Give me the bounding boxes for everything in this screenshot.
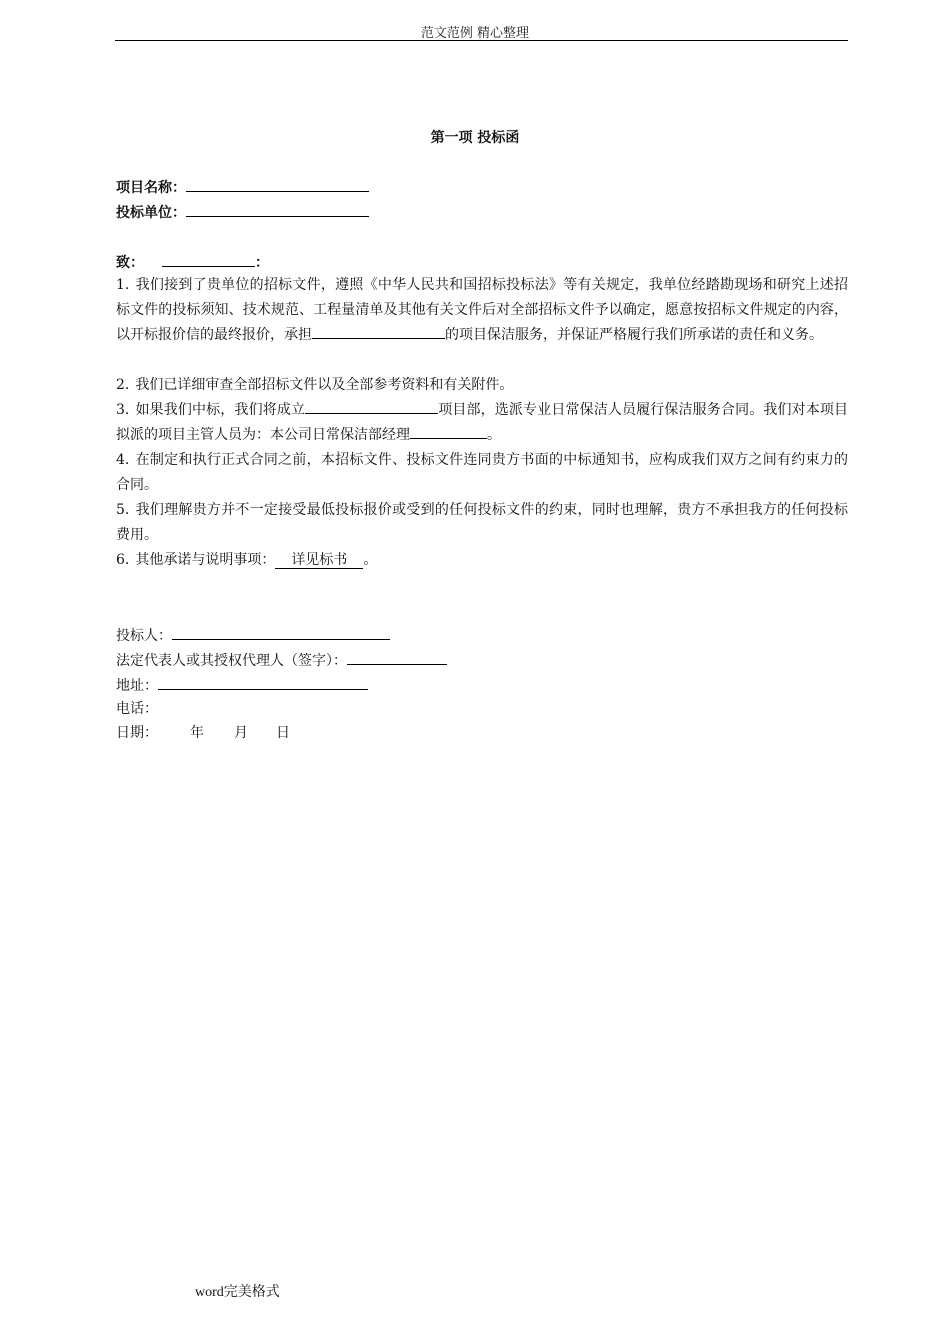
page-header: 范文范例 精心整理 [420, 26, 530, 41]
project-name-row [116, 177, 369, 197]
header-divider [115, 40, 848, 41]
bidder-unit-row [116, 202, 369, 222]
manager-name-blank[interactable] [410, 424, 487, 439]
clause-5-number: 5. [116, 502, 130, 518]
salutation-row [116, 252, 269, 272]
bidder-unit-blank[interactable] [186, 202, 369, 217]
project-name-blank[interactable] [186, 177, 369, 192]
recipient-blank[interactable] [162, 252, 255, 267]
clause-4 [116, 448, 848, 498]
phone-row [116, 700, 158, 718]
clause-1-text-a: 我们接到了贵单位的招标文件，遵照《中华人民共和国招标投标法》等有关规定，我单位经踏勘现场和研究上述招标文件的投标须知、技术规范、工程量清单及其他有关文件后对全部招标文件予以确定，愿意按招标文件规定的内容，以开标报价信的最终报价，承担 [116, 277, 848, 343]
clause-2-text: 我们已详细审查全部招标文件以及全部参考资料和有关附件。 [135, 377, 514, 393]
bidder-label: 投标人： [116, 628, 172, 644]
date-month: 月 [234, 725, 248, 741]
clause-2-number: 2. [116, 377, 130, 393]
project-dept-blank[interactable] [305, 399, 438, 414]
clause-1-text-b: 的项目保洁服务，并保证严格履行我们所承诺的责任和义务。 [445, 327, 823, 343]
clause-6-label: 其他承诺与说明事项： [135, 552, 276, 568]
clause-3-text-c: 。 [487, 427, 501, 443]
project-name-label: 项目名称： [116, 180, 186, 196]
salutation-suffix: ： [255, 255, 269, 271]
address-row [116, 675, 368, 695]
date-label: 日期： [116, 725, 158, 741]
clause-5 [116, 498, 848, 548]
date-year: 年 [190, 725, 204, 741]
clause-3-number: 3. [116, 402, 130, 418]
legal-rep-row [116, 650, 447, 670]
clause-3-text-b: 项目部，选派专业日常保洁人员履行保洁服务合同。我们对本项目拟派的项目主管人员为：本公司日常保洁部经理 [116, 402, 849, 443]
clause-4-text: 在制定和执行正式合同之前，本招标文件、投标文件连同贵方书面的中标通知书，应构成我们双方之间有约束力的合同。 [116, 452, 848, 493]
salutation-prefix: 致： [116, 255, 144, 271]
clause-6-end: 。 [363, 552, 378, 568]
signature-blank[interactable] [347, 650, 447, 665]
phone-label: 电话： [116, 701, 158, 717]
clause-6 [116, 548, 848, 573]
date-row [116, 724, 290, 742]
clause-1-number: 1. [116, 277, 130, 293]
clause-6-number: 6. [116, 552, 130, 568]
clause-3-text-a: 如果我们中标，我们将成立 [135, 402, 306, 418]
bidder-blank[interactable] [172, 625, 390, 640]
address-blank[interactable] [158, 675, 368, 690]
clause-4-number: 4. [116, 452, 130, 468]
page-title: 第一项 投标函 [430, 130, 520, 146]
bidder-unit-label: 投标单位： [116, 205, 186, 221]
clause-3 [116, 398, 848, 448]
clause-2 [116, 373, 848, 398]
legal-rep-label: 法定代表人或其授权代理人（签字）： [116, 653, 347, 669]
clause-1 [116, 273, 848, 348]
clause-5-text: 我们理解贵方并不一定接受最低投标报价或受到的任何投标文件的约束，同时也理解，贵方不承担我方的任何投标费用。 [116, 502, 848, 543]
address-label: 地址： [116, 678, 158, 694]
clause-6-value[interactable]: 详见标书 [275, 552, 363, 569]
service-scope-blank[interactable] [312, 324, 445, 339]
page-footer: word完美格式 [195, 1285, 280, 1300]
date-day: 日 [276, 725, 290, 741]
bidder-row [116, 625, 390, 645]
